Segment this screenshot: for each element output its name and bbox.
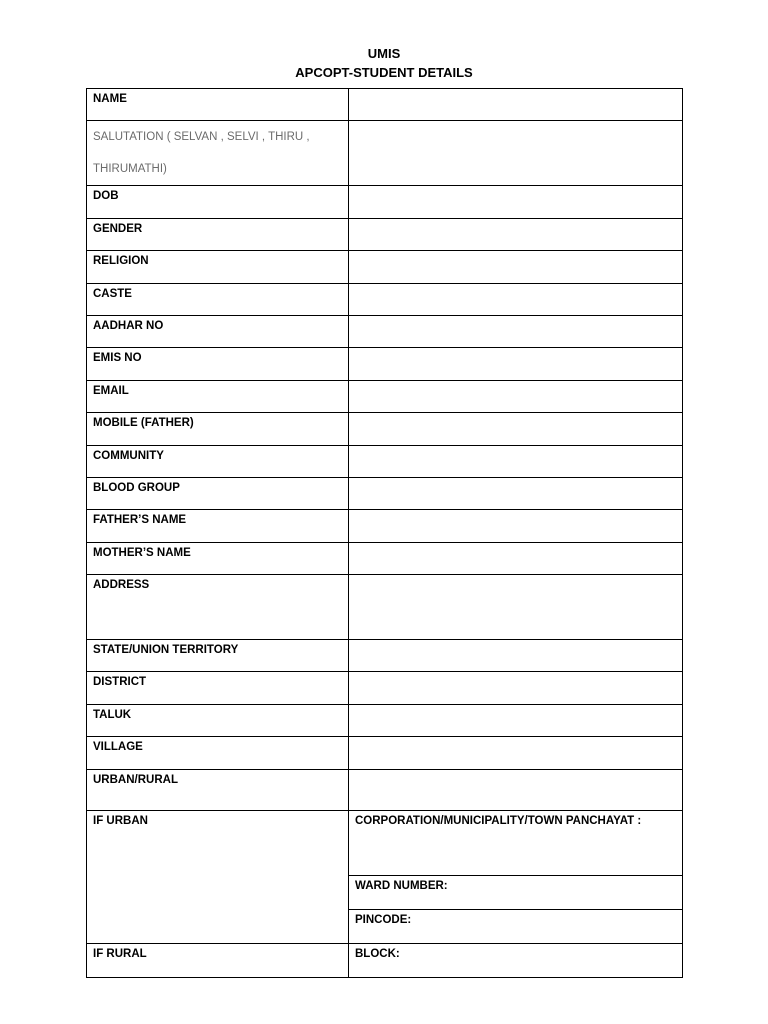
field-urban-rural[interactable]: [349, 769, 683, 810]
field-district[interactable]: [349, 672, 683, 704]
label-state: STATE/UNION TERRITORY: [87, 640, 349, 672]
field-dob[interactable]: [349, 186, 683, 218]
table-row: [87, 477, 683, 509]
salutation-line-2: THIRUMATHI): [93, 163, 167, 176]
field-blood-group[interactable]: [349, 477, 683, 509]
label-emis: EMIS NO: [87, 348, 349, 380]
label-name: NAME: [87, 89, 349, 121]
table-row: [87, 943, 683, 977]
student-details-table: [86, 88, 683, 978]
table-row: [87, 575, 683, 640]
table-row: [87, 283, 683, 315]
header-title: UMIS: [367, 46, 401, 61]
table-row: [87, 672, 683, 704]
label-salutation: [87, 121, 349, 186]
field-ward-number[interactable]: WARD NUMBER:: [349, 875, 683, 909]
header-subtitle: APCOPT-STUDENT DETAILS: [295, 65, 473, 80]
table-row: [87, 251, 683, 283]
field-corporation[interactable]: CORPORATION/MUNICIPALITY/TOWN PANCHAYAT :: [349, 810, 683, 875]
label-if-rural: IF RURAL: [87, 943, 349, 977]
label-urban-rural: URBAN/RURAL: [87, 769, 349, 810]
table-row: [87, 348, 683, 380]
label-religion: RELIGION: [87, 251, 349, 283]
label-mothers-name: MOTHER’S NAME: [87, 542, 349, 574]
field-mobile-father[interactable]: [349, 413, 683, 445]
salutation-line-1: SALUTATION ( SELVAN , SELVI , THIRU ,: [93, 131, 310, 144]
field-village[interactable]: [349, 737, 683, 769]
field-address[interactable]: [349, 575, 683, 640]
table-row: [87, 89, 683, 121]
label-district: DISTRICT: [87, 672, 349, 704]
field-gender[interactable]: [349, 218, 683, 250]
label-aadhar: AADHAR NO: [87, 315, 349, 347]
field-community[interactable]: [349, 445, 683, 477]
field-aadhar[interactable]: [349, 315, 683, 347]
field-fathers-name[interactable]: [349, 510, 683, 542]
table-row: [87, 121, 683, 186]
field-emis[interactable]: [349, 348, 683, 380]
document-header: [0, 44, 768, 82]
table-row: [87, 186, 683, 218]
label-if-urban: IF URBAN: [87, 810, 349, 943]
field-mothers-name[interactable]: [349, 542, 683, 574]
label-mobile-father: MOBILE (FATHER): [87, 413, 349, 445]
field-religion[interactable]: [349, 251, 683, 283]
label-email: EMAIL: [87, 380, 349, 412]
label-gender: GENDER: [87, 218, 349, 250]
table-row: [87, 542, 683, 574]
table-row: [87, 445, 683, 477]
field-taluk[interactable]: [349, 704, 683, 736]
table-row: [87, 640, 683, 672]
table-row: [87, 218, 683, 250]
label-dob: DOB: [87, 186, 349, 218]
table-row: [87, 315, 683, 347]
field-caste[interactable]: [349, 283, 683, 315]
field-email[interactable]: [349, 380, 683, 412]
table-row: [87, 769, 683, 810]
field-pincode[interactable]: PINCODE:: [349, 909, 683, 943]
table-row: [87, 380, 683, 412]
label-taluk: TALUK: [87, 704, 349, 736]
label-address: ADDRESS: [87, 575, 349, 640]
label-fathers-name: FATHER’S NAME: [87, 510, 349, 542]
table-row: [87, 413, 683, 445]
label-caste: CASTE: [87, 283, 349, 315]
field-block[interactable]: BLOCK:: [349, 943, 683, 977]
label-community: COMMUNITY: [87, 445, 349, 477]
field-salutation[interactable]: [349, 121, 683, 186]
table-row: [87, 737, 683, 769]
table-row: [87, 510, 683, 542]
table-row: [87, 810, 683, 875]
label-blood-group: BLOOD GROUP: [87, 477, 349, 509]
field-name[interactable]: [349, 89, 683, 121]
label-village: VILLAGE: [87, 737, 349, 769]
table-row: [87, 704, 683, 736]
field-state[interactable]: [349, 640, 683, 672]
